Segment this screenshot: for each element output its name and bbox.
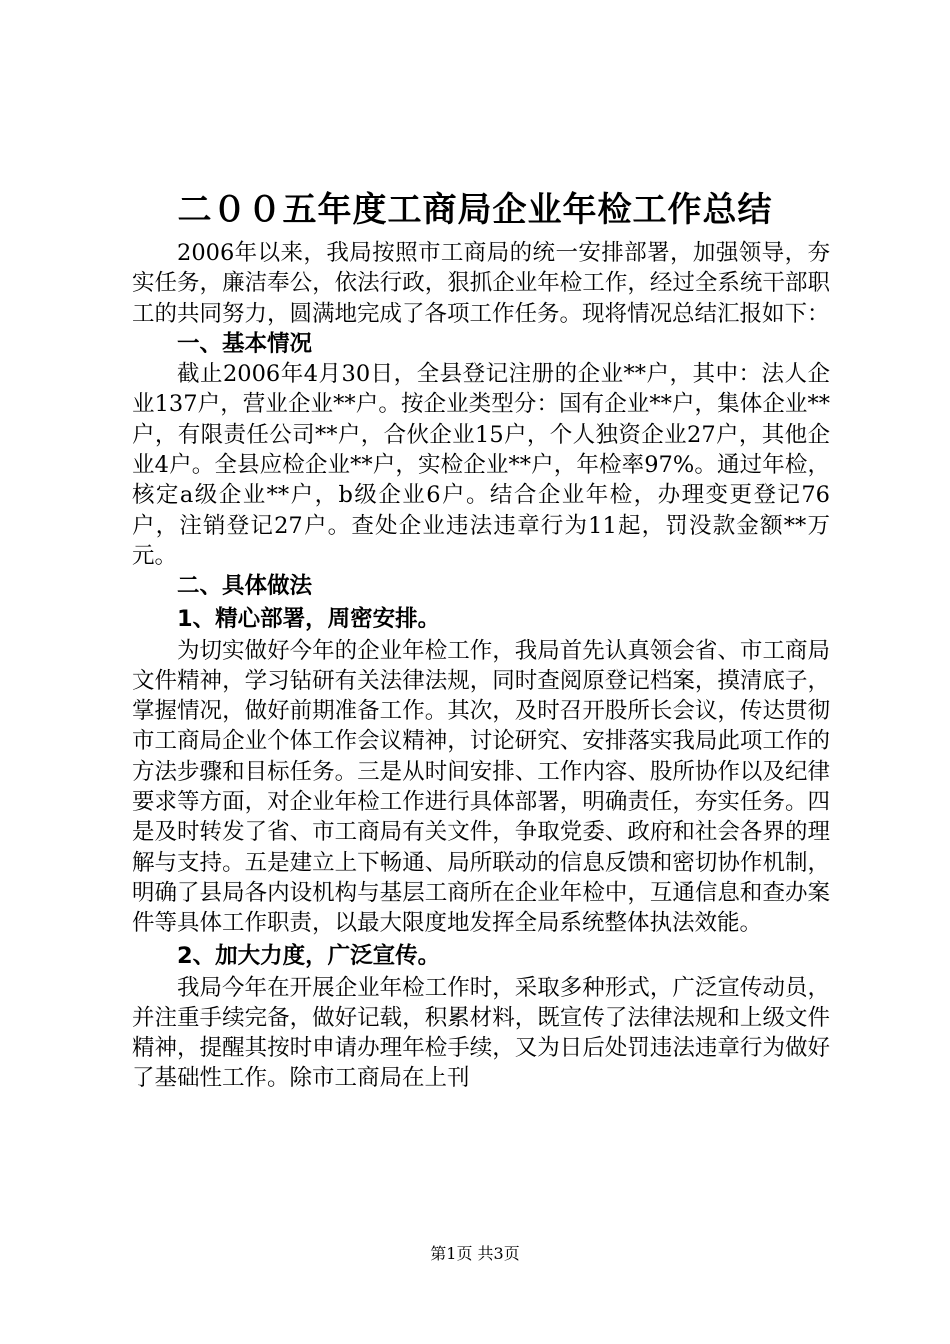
section2-heading: 二、具体做法 (177, 573, 313, 600)
intro-paragraph: 2006年以来，我局按照市工商局的统一安排部署，加强领导，夯实任务，廉洁奉公，依法行政，狠抓企业年检工作，经过全系统干部职工的共同努力，圆满地完成了各项工作任务。现将情况总结汇报如下： (132, 240, 830, 327)
subsection2-paragraph: 我局今年在开展企业年检工作时，采取多种形式，广泛宣传动员，并注重手续完备，做好记载，积累材料，既宣传了法律法规和上级文件精神，提醒其按时申请办理年检手续，又为日后处罚违法违章行为做好了基础性工作。除市工商局在上刊 (132, 974, 830, 1092)
section1-heading: 一、基本情况 (177, 330, 313, 357)
section1-paragraph: 截止2006年4月30日，全县登记注册的企业**户，其中：法人企业137户，营业企业**户。按企业类型分：国有企业**户，集体企业**户，有限责任公司**户，合伙企业15户，个人独资企业27户，其他企业4户。全县应检企业**户，实检企业**户，年检率97%。通过年检，核定a级企业**户，b级企业6户。结合企业年检，办理变更登记76户，注销登记27户。查处企业违法违章行为11起，罚没款金额**万元。 (132, 361, 830, 569)
subsection1-paragraph: 为切实做好今年的企业年检工作，我局首先认真领会省、市工商局文件精神，学习钻研有关法律法规，同时查阅原登记档案，摸清底子，掌握情况，做好前期准备工作。其次，及时召开股所长会议，传达贯彻市工商局企业个体工作会议精神，讨论研究、安排落实我局此项工作的方法步骤和目标任务。三是从时间安排、工作内容、股所协作以及纪律要求等方面，对企业年检工作进行具体部署，明确责任，夯实任务。四是及时转发了省、市工商局有关文件，争取党委、政府和社会各界的理解与支持。五是建立上下畅通、局所联动的信息反馈和密切协作机制，明确了县局各内设机构与基层工商所在企业年检中，互通信息和查办案件等具体工作职责，以最大限度地发挥全局系统整体执法效能。 (132, 637, 830, 937)
page-footer: 第1页 共3页 (430, 1244, 520, 1263)
document-body (132, 238, 830, 1094)
subsection2-heading: 2、加大力度，广泛宣传。 (177, 942, 441, 969)
subsection1-heading: 1、精心部署，周密安排。 (177, 605, 441, 632)
document-title: 二００五年度工商局企业年检工作总结 (177, 190, 773, 230)
